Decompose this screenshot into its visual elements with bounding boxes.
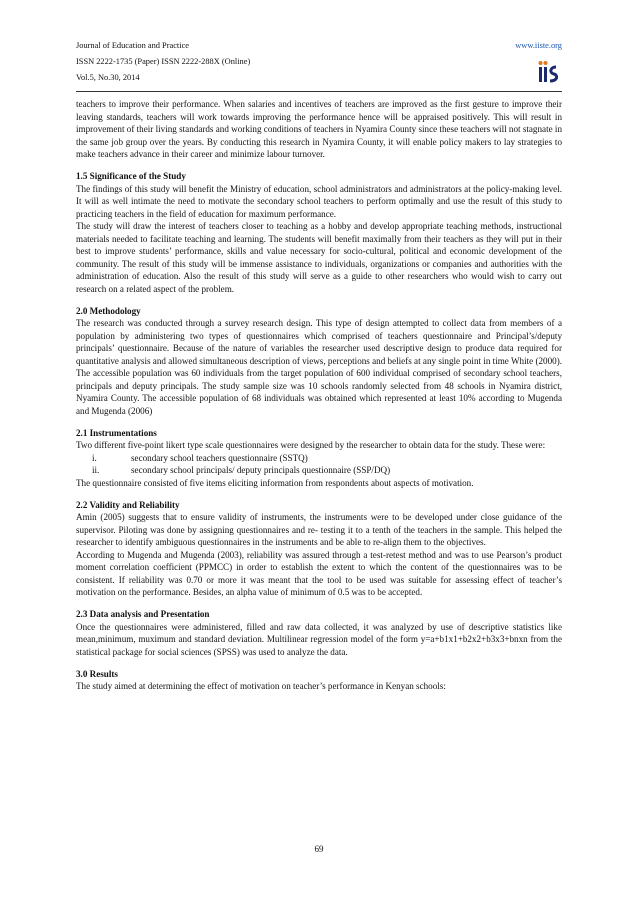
section-heading-2-1: 2.1 Instrumentations	[76, 427, 157, 438]
page-header	[76, 38, 562, 98]
article-body	[76, 98, 562, 693]
paragraph: The questionnaire consisted of five items eliciting information from respondents about aspects of motivation.	[76, 477, 474, 488]
page-number: 69	[314, 844, 324, 854]
list-item-text: secondary school teachers questionnaire (SSTQ)	[131, 452, 308, 463]
section-heading-2-3: 2.3 Data analysis and Presentation	[76, 609, 210, 619]
issn-line: ISSN 2222-1735 (Paper) ISSN 2222-288X (Online)	[76, 57, 251, 66]
section-heading-2-2: 2.2 Validity and Reliability	[76, 499, 180, 510]
paragraph: Amin (2005) suggests that to ensure validity of instruments, the instruments were to be developed under close guidance of the supervisor. Piloting was done by assigning questionnaires and re- testing it to a tenth of the teachers in the sample. This helped the researcher to identify ambiguous questionnaires in the instruments and be able to re-align them to the objectives.	[76, 512, 562, 547]
section-heading-1-5: 1.5 Significance of the Study	[76, 171, 186, 181]
paragraph: The study will draw the interest of teachers closer to teaching as a hobby and develop appropriate teaching methods, instructional materials needed to facilitate teaching and learning. The students will benefit maximally from their teachers as they will put in their best to improve students’ performance, skills and value necessary for socio-cultural, political and economic development of the community. The result of this study will be immense assistance to individuals, organizations or companies and authorities with the administration of education. Also the result of this study will serve as a guide to other researchers who would wish to carry out research on a related aspect of the problem.	[76, 221, 562, 294]
paragraph: The research was conducted through a survey research design. This type of design attempted to collect data from members of a population by administering two types of questionnaires which comprised of teachers questionnaire and Principal’s/deputy principals’ questionnaire. Because of the nature of variables the researcher used descriptive design to produce data required for quantitative analysis and allowed simultaneous description of views, perceptions and beliefs at any single point in time White (2000). The accessible population was 60 individuals from the target population of 600 individual comprised of secondary school teachers, principals and deputy principals. The study sample size was 10 schools randomly selected from 48 schools in Nyamira district, Nyamira County. The accessible population of 68 individuals was obtained which represented at least 10% according to Mugenda and Mugenda (2006)	[76, 318, 562, 416]
paragraph: teachers to improve their performance. When salaries and incentives of teachers are improved as the first gesture to improve their leaving standards, teachers will work towards improving the performance hence will be appraised positively. This will result in improvement of their living standards and working conditions of teachers in Nyamira County since these teachers will not stagnate in the same job group over the years. By conducting this research in Nyamira County, it will enable policy makers to lay strategies to make teachers advance in their career and minimize labour turnover.	[76, 99, 562, 159]
journal-name: Journal of Education and Practice	[76, 41, 190, 50]
paragraph: According to Mugenda and Mugenda (2003), reliability was assured through a test-retest method and was to use Pearson’s product moment correlation coefficient (PPMCC) in order to establish the extent to which the content of the questionnaires was to be consistent. If reliability was 0.70 or more it was meant that the tool to be used was suitable for assessing effect of teacher’s motivation on the performance. Besides, an alpha value of minimum of 0.5 was to be accepted.	[76, 549, 562, 597]
list-item	[76, 464, 562, 477]
list-item	[76, 452, 562, 465]
list-item-text: secondary school principals/ deputy principals questionnaire (SSP/DQ)	[131, 465, 391, 475]
section-heading-3-0: 3.0 Results	[76, 668, 118, 679]
paragraph: Once the questionnaires were administered, filled and raw data collected, it was analyzed by use of descriptive statistics like mean,minimum, muximum and standard deviation. Multilinear regression model of the form y=a+b1x1+b2x2+b3x3+bnxn from the statistical package for social sciences (SPSS) was used to analyze the data.	[76, 621, 562, 657]
list-item-number: ii.	[92, 465, 100, 475]
list-item-number: i.	[92, 452, 97, 463]
paragraph: Two different five-point likert type scale questionnaires were designed by the researcher to obtain data for the study. These were:	[76, 440, 546, 450]
header-divider	[76, 91, 562, 92]
volume-line: Vol.5, No.30, 2014	[76, 73, 140, 82]
paragraph: The study aimed at determining the effect of motivation on teacher’s performance in Kenyan schools:	[76, 681, 446, 691]
iiste-logo	[538, 58, 560, 84]
paragraph: The findings of this study will benefit the Ministry of education, school administrators and administrators at the policy-making level. It will as well intimate the need to motivate the secondary school teachers to perform optimally and use the result of this study to practicing teachers in the field of education for maximum performance.	[76, 183, 562, 219]
journal-url-link[interactable]: www.iiste.org	[515, 41, 562, 50]
section-heading-2-0: 2.0 Methodology	[76, 305, 141, 316]
